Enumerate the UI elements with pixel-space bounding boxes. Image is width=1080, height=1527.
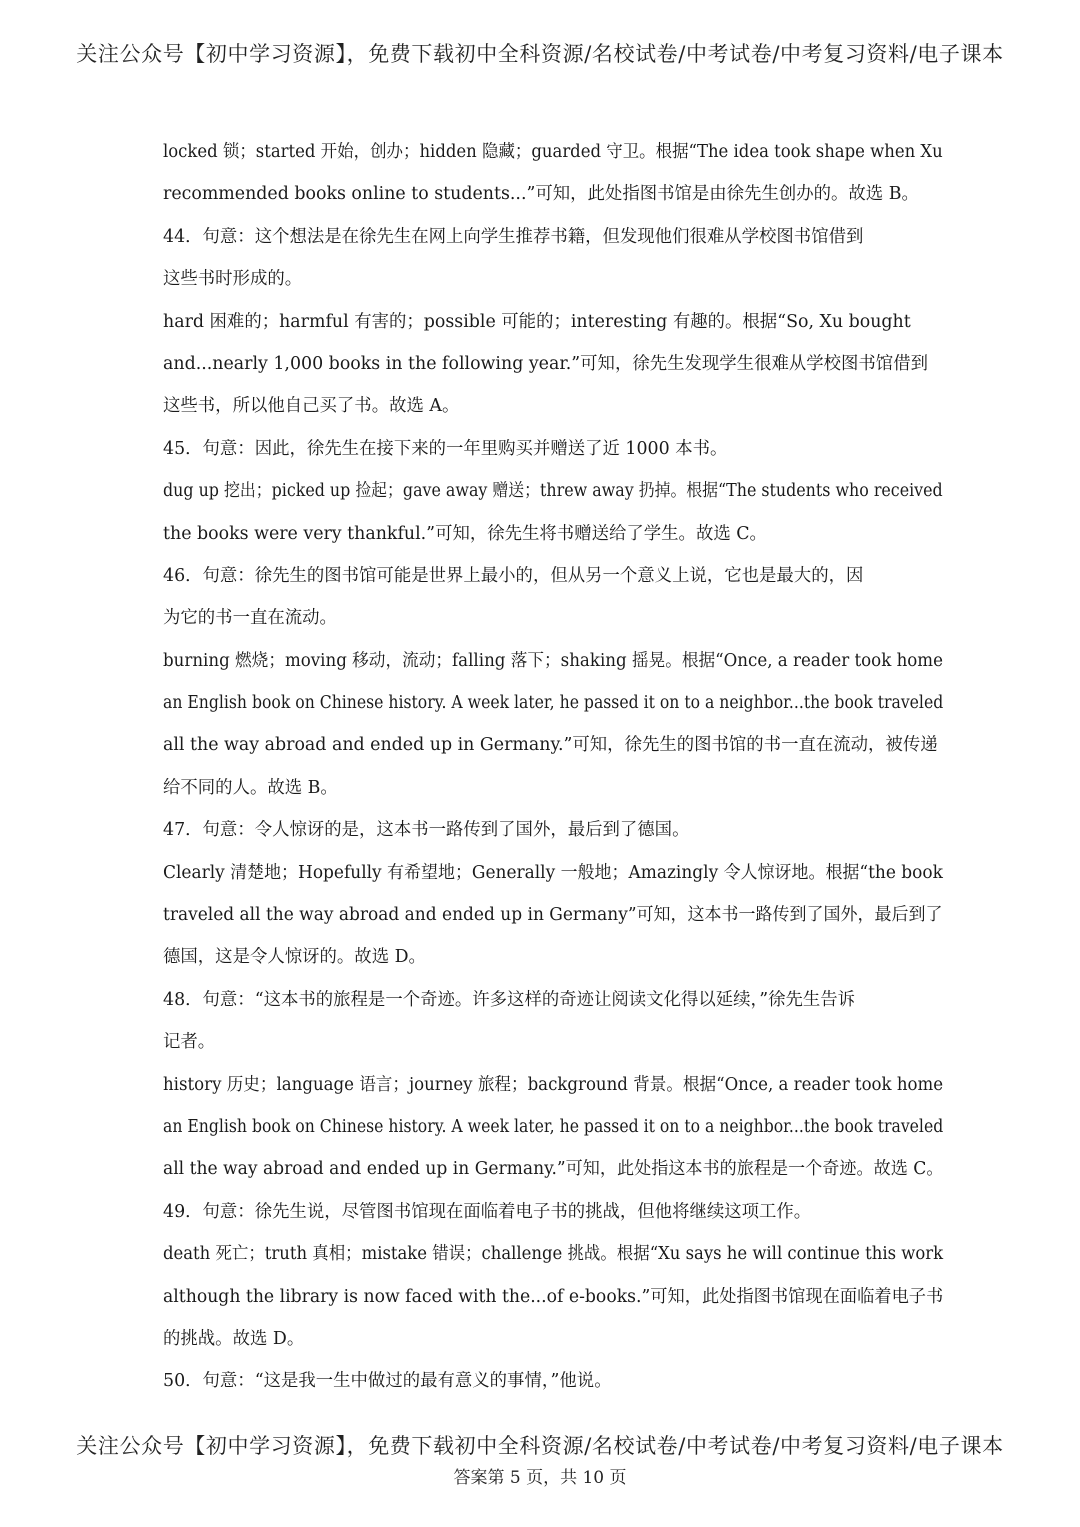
text-line: Clearly 清楚地；Hopefully 有希望地；Generally 一般地；Amazingly 令人惊讶地。根据“the book xyxy=(163,862,943,883)
question-45-line: 45．句意：因此，徐先生在接下来的一年里购买并赠送了近 1000 本书。 xyxy=(163,438,728,459)
text-line: the books were very thankful.”可知，徐先生将书赠送给了学生。故选 C。 xyxy=(163,523,767,544)
footer-banner: 关注公众号【初中学习资源】，免费下载初中全科资源/名校试卷/中考试卷/中考复习资料/电子课本 xyxy=(76,1434,1004,1458)
page-number: 答案第 5 页，共 10 页 xyxy=(453,1468,627,1488)
text-line: dug up 挖出；picked up 捡起；gave away 赠送；threw away 扔掉。根据“The students who received xyxy=(163,481,943,502)
text-line: traveled all the way abroad and ended up in Germany”可知，这本书一路传到了国外，最后到了 xyxy=(163,905,943,926)
question-46-line: 46．句意：徐先生的图书馆可能是世界上最小的，但从另一个意义上说，它也是最大的，因 xyxy=(163,565,864,586)
header-banner: 关注公众号【初中学习资源】，免费下载初中全科资源/名校试卷/中考试卷/中考复习资料/电子课本 xyxy=(76,42,1004,66)
question-44-line: 44．句意：这个想法是在徐先生在网上向学生推荐书籍，但发现他们很难从学校图书馆借到 xyxy=(163,226,864,247)
text-line: all the way abroad and ended up in Germany.”可知，此处指这本书的旅程是一个奇迹。故选 C。 xyxy=(163,1159,944,1180)
text-line: history 历史；language 语言；journey 旅程；background 背景。根据“Once, a reader took home xyxy=(163,1074,944,1095)
answer-text xyxy=(163,137,943,1409)
text-line: 为它的书一直在流动。 xyxy=(163,608,337,629)
text-line: 的挑战。故选 D。 xyxy=(163,1328,305,1349)
text-line: 这些书，所以他自己买了书。故选 A。 xyxy=(163,396,460,417)
text-line: locked 锁；started 开始，创办；hidden 隐藏；guarded 守卫。根据“The idea took shape when Xu xyxy=(163,142,943,162)
question-50-line: 50．句意：“这是我一生中做过的最有意义的事情，”他说。 xyxy=(163,1371,612,1392)
text-line: an English book on Chinese history. A week later, he passed it on to a neighbor...the book traveled xyxy=(163,693,944,714)
text-line: 这些书时形成的。 xyxy=(163,269,303,290)
text-line: death 死亡；truth 真相；mistake 错误；challenge 挑战。根据“Xu says he will continue this work xyxy=(163,1244,944,1265)
question-48-line: 48．句意：“这本书的旅程是一个奇迹。许多这样的奇迹让阅读文化得以延续，”徐先生告诉 xyxy=(163,989,856,1010)
question-47-line: 47．句意：令人惊讶的是，这本书一路传到了国外，最后到了德国。 xyxy=(163,820,690,841)
text-line: 记者。 xyxy=(163,1032,216,1053)
text-line: although the library is now faced with the...of e-books.”可知，此处指图书馆现在面临着电子书 xyxy=(163,1286,944,1307)
text-line: burning 燃烧；moving 移动，流动；falling 落下；shaking 摇晃。根据“Once, a reader took home xyxy=(163,650,943,671)
text-line: hard 困难的；harmful 有害的；possible 可能的；interesting 有趣的。根据“So, Xu bought xyxy=(163,311,911,332)
text-line: all the way abroad and ended up in Germany.”可知，徐先生的图书馆的书一直在流动，被传递 xyxy=(163,735,938,756)
text-line: 德国，这是令人惊讶的。故选 D。 xyxy=(163,947,426,968)
text-line: an English book on Chinese history. A week later, he passed it on to a neighbor...the book traveled xyxy=(163,1116,944,1137)
text-line: 给不同的人。故选 B。 xyxy=(163,777,338,798)
text-line: and...nearly 1,000 books in the following year.”可知，徐先生发现学生很难从学校图书馆借到 xyxy=(163,353,928,374)
question-49-line: 49．句意：徐先生说，尽管图书馆现在面临着电子书的挑战，但他将继续这项工作。 xyxy=(163,1201,812,1222)
text-line: recommended books online to students...”可知，此处指图书馆是由徐先生创办的。故选 B。 xyxy=(163,184,919,205)
